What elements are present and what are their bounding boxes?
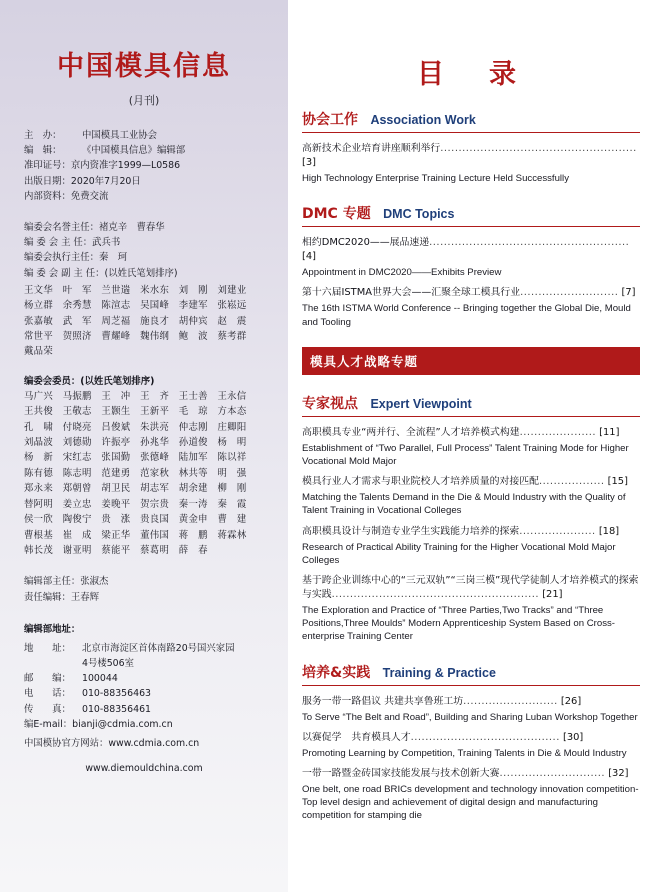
role-label: 编 委 会 副 主 任：: [24, 267, 105, 279]
association-website-label: 中国模协官方网站：: [24, 737, 109, 749]
name-row: 王文华 叶 军 兰世遄 米水东 刘 刚 刘建业: [24, 284, 247, 296]
meta-label: 主 办：: [24, 130, 62, 141]
section-title-cn: 协会工作: [302, 112, 358, 128]
name-row: 常世平 贺照济 曹耀峰 魏伟纲 鲍 波 蔡考群: [24, 331, 247, 343]
address-row: [24, 686, 274, 701]
entry-title-cn: [302, 731, 640, 745]
address-value: 100044: [82, 673, 118, 685]
leader-dots: .....................: [519, 525, 596, 537]
leader-dots: .............................: [499, 768, 606, 780]
section-title-en: DMC Topics: [383, 207, 455, 222]
section-title-cn: 培养&实践: [302, 664, 371, 681]
entry-title-cn: [302, 236, 640, 264]
toc-entry[interactable]: [302, 767, 640, 823]
toc-entry[interactable]: [302, 695, 640, 724]
entry-page: [11]: [599, 426, 620, 438]
name-row: 马广兴 马振鹏 王 冲 王 齐 王士善 王永信: [24, 390, 247, 402]
entry-page: [4]: [302, 251, 316, 263]
meta-value: 《中国模具信息》编辑部: [82, 145, 186, 157]
address-label: 传 真：: [24, 703, 71, 715]
section-header-training-practice: [302, 662, 640, 686]
journal-title: 中国模具信息: [57, 51, 231, 82]
meta-row: [24, 143, 274, 158]
role-row: [24, 266, 274, 281]
name-row: 侯一欣 陶俊宁 贵 涨 贵良国 黄金申 曹 建: [24, 514, 247, 526]
role-row: [24, 220, 274, 235]
entry-page: [15]: [607, 476, 628, 488]
entry-page: [21]: [542, 589, 563, 601]
entry-cn-text: 以赛促学 共育模具人才: [302, 731, 411, 743]
name-row: 张嘉敏 武 军 周芝福 施良才 胡仲宾 赵 震: [24, 315, 247, 327]
members-list: [14, 389, 274, 558]
address-row: [24, 641, 274, 656]
leader-dots: ..........................: [463, 695, 558, 707]
contents-column: [288, 0, 656, 892]
meta-row: [24, 158, 274, 173]
section-banner-talent-strategy: 模具人才战略专题: [302, 347, 640, 375]
section-title-cn: 专家视点: [302, 395, 358, 412]
address-block: [14, 641, 274, 732]
section-title-en: Expert Viewpoint: [370, 396, 472, 411]
role-label: 编委会名誉主任：: [24, 222, 100, 234]
section-title-cn: DMC 专题: [302, 206, 371, 223]
entry-title-cn: [302, 426, 640, 440]
address-value: 北京市海淀区首体南路20号国兴家园: [82, 642, 235, 654]
editor-label: 责任编辑：: [24, 591, 71, 603]
editor-label: 编辑部主任：: [24, 576, 81, 588]
publication-meta: [14, 128, 274, 204]
name-row: 孔 啸 付晓亮 吕俊斌 朱洪亮 仲志刚 庄卿阳: [24, 421, 247, 433]
name-row: 王共俊 王敬志 王颢生 王新平 毛 琼 方本态: [24, 406, 247, 418]
address-row: [24, 671, 274, 686]
leader-dots: .....................: [519, 426, 597, 438]
editor-value: 王春辉: [70, 591, 100, 603]
name-row: 陈有德 陈志明 范建勇 范家秋 林共等 明 强: [24, 467, 247, 479]
meta-label: 出版日期：: [24, 175, 71, 187]
entry-cn-text: 一带一路暨金砖国家技能发展与技术创新大赛: [302, 768, 500, 780]
role-row: [24, 235, 274, 250]
email-value[interactable]: 编E-mail：bianji@cdmia.com.cn: [24, 718, 173, 730]
meta-label: 准印证号：: [24, 160, 71, 172]
section-header-dmc-topics: [302, 203, 640, 227]
entry-title-en: Matching the Talents Demand in the Die & Mould Industry with the Quality of Talent Training in Vocational Colleges: [302, 492, 626, 517]
address-title: 编辑部地址：: [24, 623, 81, 635]
page-title: 目 录: [417, 59, 525, 90]
meta-value: 免费交流: [70, 190, 109, 202]
toc-entry[interactable]: [302, 574, 640, 644]
masthead-column: [0, 0, 288, 892]
meta-value: 京内资准字1999—L0586: [70, 160, 181, 172]
entry-title-en: Establishment of “Two Parallel, Full Process” Talent Training Mode for Higher Vocational Mold Major: [302, 442, 629, 468]
role-value: 褚克辛 曹春华: [99, 222, 165, 234]
role-value: 武兵书: [92, 237, 121, 249]
section-title-en: Training & Practice: [382, 665, 496, 680]
entry-title-en: Promoting Learning by Competition, Training Talents in Die & Mould Industry: [302, 747, 627, 759]
entry-title-cn: [302, 525, 640, 539]
address-value: 010-88356461: [82, 703, 151, 715]
role-label: 编 委 会 主 任：: [24, 237, 93, 249]
role-label: 编委会执行主任：: [24, 252, 100, 264]
entry-title-cn: [302, 574, 640, 602]
toc-entry[interactable]: [302, 142, 640, 185]
entry-title-en: To Serve “The Belt and Road”, Building and Sharing Luban Workshop Together: [302, 711, 638, 723]
meta-value: 2020年7月20日: [70, 175, 141, 187]
entry-page: [3]: [302, 157, 316, 168]
leader-dots: ......................................................: [440, 143, 637, 154]
entry-page: [7]: [621, 287, 636, 299]
address-label: 电 话：: [24, 688, 71, 700]
meta-label: 内部资料：: [24, 190, 71, 202]
entry-cn-text: 高职模具设计与制造专业学生实践能力培养的探索: [302, 525, 520, 537]
association-website-link[interactable]: www.cdmia.com.cn: [108, 737, 200, 749]
name-row: 戴品荣: [24, 346, 54, 358]
address-value: 4号楼506室: [82, 657, 134, 669]
address-row: [24, 702, 274, 717]
section-title-en: Association Work: [370, 113, 476, 127]
role-value: (以姓氏笔划排序): [104, 267, 178, 279]
toc-entry[interactable]: [302, 475, 640, 517]
name-row: 郑永来 郑朝曾 胡卫民 胡志军 胡余建 柳 刚: [24, 483, 247, 495]
vice-chair-list: [14, 283, 274, 360]
leader-dots: ...........................: [520, 287, 619, 299]
entry-page: [18]: [598, 525, 620, 537]
toc-entry[interactable]: [302, 731, 640, 760]
name-row: 曹根基 崔 成 梁正华 董伟国 蒋 鹏 蒋霖林: [24, 529, 247, 541]
section-header-association-work: [302, 109, 640, 133]
leader-dots: .........................................: [410, 731, 560, 743]
entry-page: [32]: [608, 768, 629, 780]
entry-title-cn: [302, 142, 640, 170]
entry-cn-text: 第十六届ISTMA世界大会——汇聚全球工模具行业: [302, 287, 521, 299]
association-website-row: [14, 735, 274, 749]
entry-title-en: The Exploration and Practice of “Three Parties,Two Tracks” and “Three Positions,Three Moulds” Modern Apprenticeship System Based on Cross-enterprise Training Center: [302, 605, 616, 643]
address-row: [24, 656, 274, 671]
editorial-roles: [14, 220, 274, 281]
address-label: 邮 编：: [24, 673, 71, 685]
name-row: 刘晶波 刘德勋 许振亭 孙兆华 孙道俊 杨 明: [24, 437, 247, 449]
editor-row: [24, 590, 274, 605]
bottom-website-link[interactable]: www.diemouldchina.com: [85, 762, 203, 774]
meta-row: [24, 174, 274, 189]
toc-entry[interactable]: [302, 286, 640, 328]
meta-label: 编 辑：: [24, 145, 62, 157]
meta-row: [24, 128, 274, 143]
entry-title-cn: [302, 286, 640, 300]
entry-cn-text: 模具行业人才需求与职业院校人才培养质量的对接匹配: [302, 476, 540, 488]
entry-page: [26]: [560, 695, 582, 707]
address-row: [24, 717, 274, 732]
role-row: [24, 250, 274, 265]
entry-title-en: The 16th ISTMA World Conference -- Bringing together the Global Die, Mould and Tooling: [302, 303, 631, 328]
entry-cn-text: 相约DMC2020——展品速递: [302, 237, 430, 249]
entry-cn-text: 高新技术企业培育讲座顺利举行: [302, 143, 441, 154]
section-header-expert-viewpoint: [302, 393, 640, 417]
editor-roles: [14, 574, 274, 604]
journal-subtitle: (月刊): [128, 94, 160, 107]
address-value: 010-88356463: [82, 688, 151, 700]
entry-page: [30]: [562, 731, 584, 743]
role-value: 秦 珂: [99, 252, 128, 264]
toc-entry[interactable]: [302, 236, 640, 279]
name-row: 杨 新 宋红志 张国勤 张德峰 陆加军 陈以祥: [24, 452, 247, 464]
entry-title-en: Appointment in DMC2020——Exhibits Preview: [302, 267, 502, 279]
name-row: 杨立群 余秀慧 陈渲志 吴国峰 李建军 张崧远: [24, 300, 247, 312]
members-title: 编委会委员：(以姓氏笔划排序): [24, 375, 155, 387]
address-label: 地 址：: [24, 642, 71, 654]
entry-title-en: One belt, one road BRICs development and technology innovation competition-Top level design and achievement of digital design and manufacturing competition for stamping die: [302, 784, 639, 822]
toc-entry[interactable]: [302, 426, 640, 468]
toc-entry[interactable]: [302, 525, 640, 567]
leader-dots: .......................................................: [429, 237, 630, 249]
entry-title-cn: [302, 695, 640, 709]
name-row: 替阿明 姜立忠 姜晚平 贺宗贵 秦一涛 秦 霞: [24, 498, 247, 510]
entry-cn-text: 服务一带一路倡议 共建共享鲁班工坊: [302, 695, 464, 707]
meta-row: [24, 189, 274, 204]
meta-value: 中国模具工业协会: [82, 130, 158, 141]
entry-title-en: Research of Practical Ability Training for the Higher Vocational Mold Major Colleges: [302, 541, 616, 566]
entry-cn-text: 基于跨企业训练中心的“三元双轨”“三岗三模”现代学徒制人才培养模式的探索与实践: [302, 575, 639, 601]
name-row: 韩长茂 谢亚明 蔡能平 蔡葛明 薛 春: [24, 544, 208, 556]
editor-row: [24, 574, 274, 589]
editor-value: 张淑杰: [80, 576, 109, 588]
entry-title-en: High Technology Enterprise Training Lecture Held Successfully: [302, 173, 569, 184]
entry-cn-text: 高职模具专业“两并行、全流程”人才培养模式构建: [302, 426, 520, 438]
leader-dots: .........................................................: [331, 589, 540, 601]
entry-title-cn: [302, 767, 640, 781]
leader-dots: ..................: [539, 476, 605, 488]
entry-title-cn: [302, 475, 640, 489]
